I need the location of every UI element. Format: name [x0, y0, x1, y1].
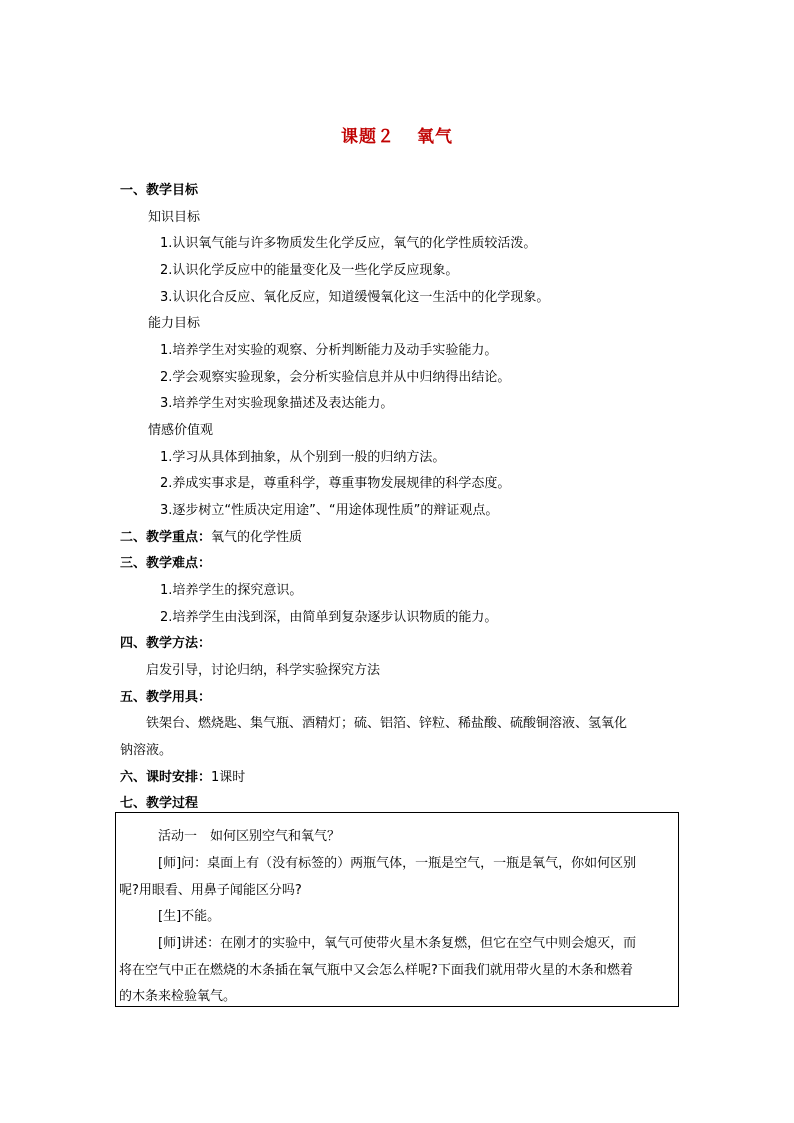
subheading-knowledge: 知识目标 [148, 210, 201, 225]
heading-difficulties: 三、教学难点： [120, 556, 212, 571]
activity-title: 活动一 如何区别空气和氧气？ [158, 829, 341, 844]
difficulty-item-1: 1.培养学生的探究意识。 [160, 583, 303, 598]
key-points-label: 二、教学重点： [120, 530, 212, 545]
emotion-item-3: 3.逐步树立“性质决定用途”、“用途体现性质”的辩证观点。 [160, 503, 499, 518]
heading-schedule [120, 769, 245, 787]
subheading-emotion: 情感价值观 [148, 423, 214, 438]
methods-text: 启发引导，讨论归纳，科学实验探究方法 [146, 663, 381, 678]
tools-line-1: 铁架台、燃烧匙、集气瓶、酒精灯；硫、铝箔、锌粒、稀盐酸、硫酸铜溶液、氢氧化 [146, 716, 628, 731]
tools-line-2: 钠溶液。 [120, 743, 173, 758]
heading-key-points [120, 529, 302, 547]
knowledge-item-2: 2.认识化学反应中的能量变化及一些化学反应现象。 [160, 263, 459, 278]
teacher-explain-line-3: 的木条来检验氧气。 [119, 989, 237, 1004]
ability-item-3: 3.培养学生对实验现象描述及表达能力。 [160, 396, 394, 411]
schedule-label: 六、课时安排： [120, 770, 212, 785]
knowledge-item-1: 1.认识氧气能与许多物质发生化学反应，氧气的化学性质较活泼。 [160, 236, 537, 251]
title-part1: 课题２ [341, 127, 395, 147]
schedule-value: 1课时 [211, 770, 246, 785]
page-title [0, 122, 794, 147]
emotion-item-2: 2.养成实事求是，尊重科学，尊重事物发展规律的科学态度。 [160, 476, 511, 491]
heading-methods: 四、教学方法： [120, 636, 212, 651]
teaching-process-box [115, 812, 679, 1007]
heading-teaching-goals: 一、教学目标 [120, 183, 199, 198]
teacher-question-line-2: 呢?用眼看、用鼻子闻能区分吗? [119, 883, 302, 898]
ability-item-1: 1.培养学生对实验的观察、分析判断能力及动手实验能力。 [160, 343, 498, 358]
ability-item-2: 2.学会观察实验现象，会分析实验信息并从中归纳得出结论。 [160, 370, 511, 385]
title-part2: 氧气 [417, 127, 453, 147]
student-answer: [生]不能。 [158, 909, 221, 924]
teacher-explain-line-1: [师]讲述：在刚才的实验中，氧气可使带火星木条复燃，但它在空气中则会熄灭，而 [158, 936, 637, 951]
heading-process: 七、教学过程 [120, 796, 199, 811]
teacher-question-line-1: [师]问：桌面上有（没有标签的）两瓶气体，一瓶是空气，一瓶是氧气，你如何区别 [158, 856, 637, 871]
teacher-explain-line-2: 将在空气中正在燃烧的木条插在氧气瓶中又会怎么样呢?下面我们就用带火星的木条和燃着 [119, 963, 633, 978]
difficulty-item-2: 2.培养学生由浅到深，由简单到复杂逐步认识物质的能力。 [160, 610, 498, 625]
heading-tools: 五、教学用具： [120, 690, 212, 705]
emotion-item-1: 1.学习从具体到抽象，从个别到一般的归纳方法。 [160, 450, 446, 465]
key-points-value: 氧气的化学性质 [211, 530, 303, 545]
subheading-ability: 能力目标 [148, 316, 201, 331]
knowledge-item-3: 3.认识化合反应、氧化反应，知道缓慢氧化这一生活中的化学现象。 [160, 290, 550, 305]
